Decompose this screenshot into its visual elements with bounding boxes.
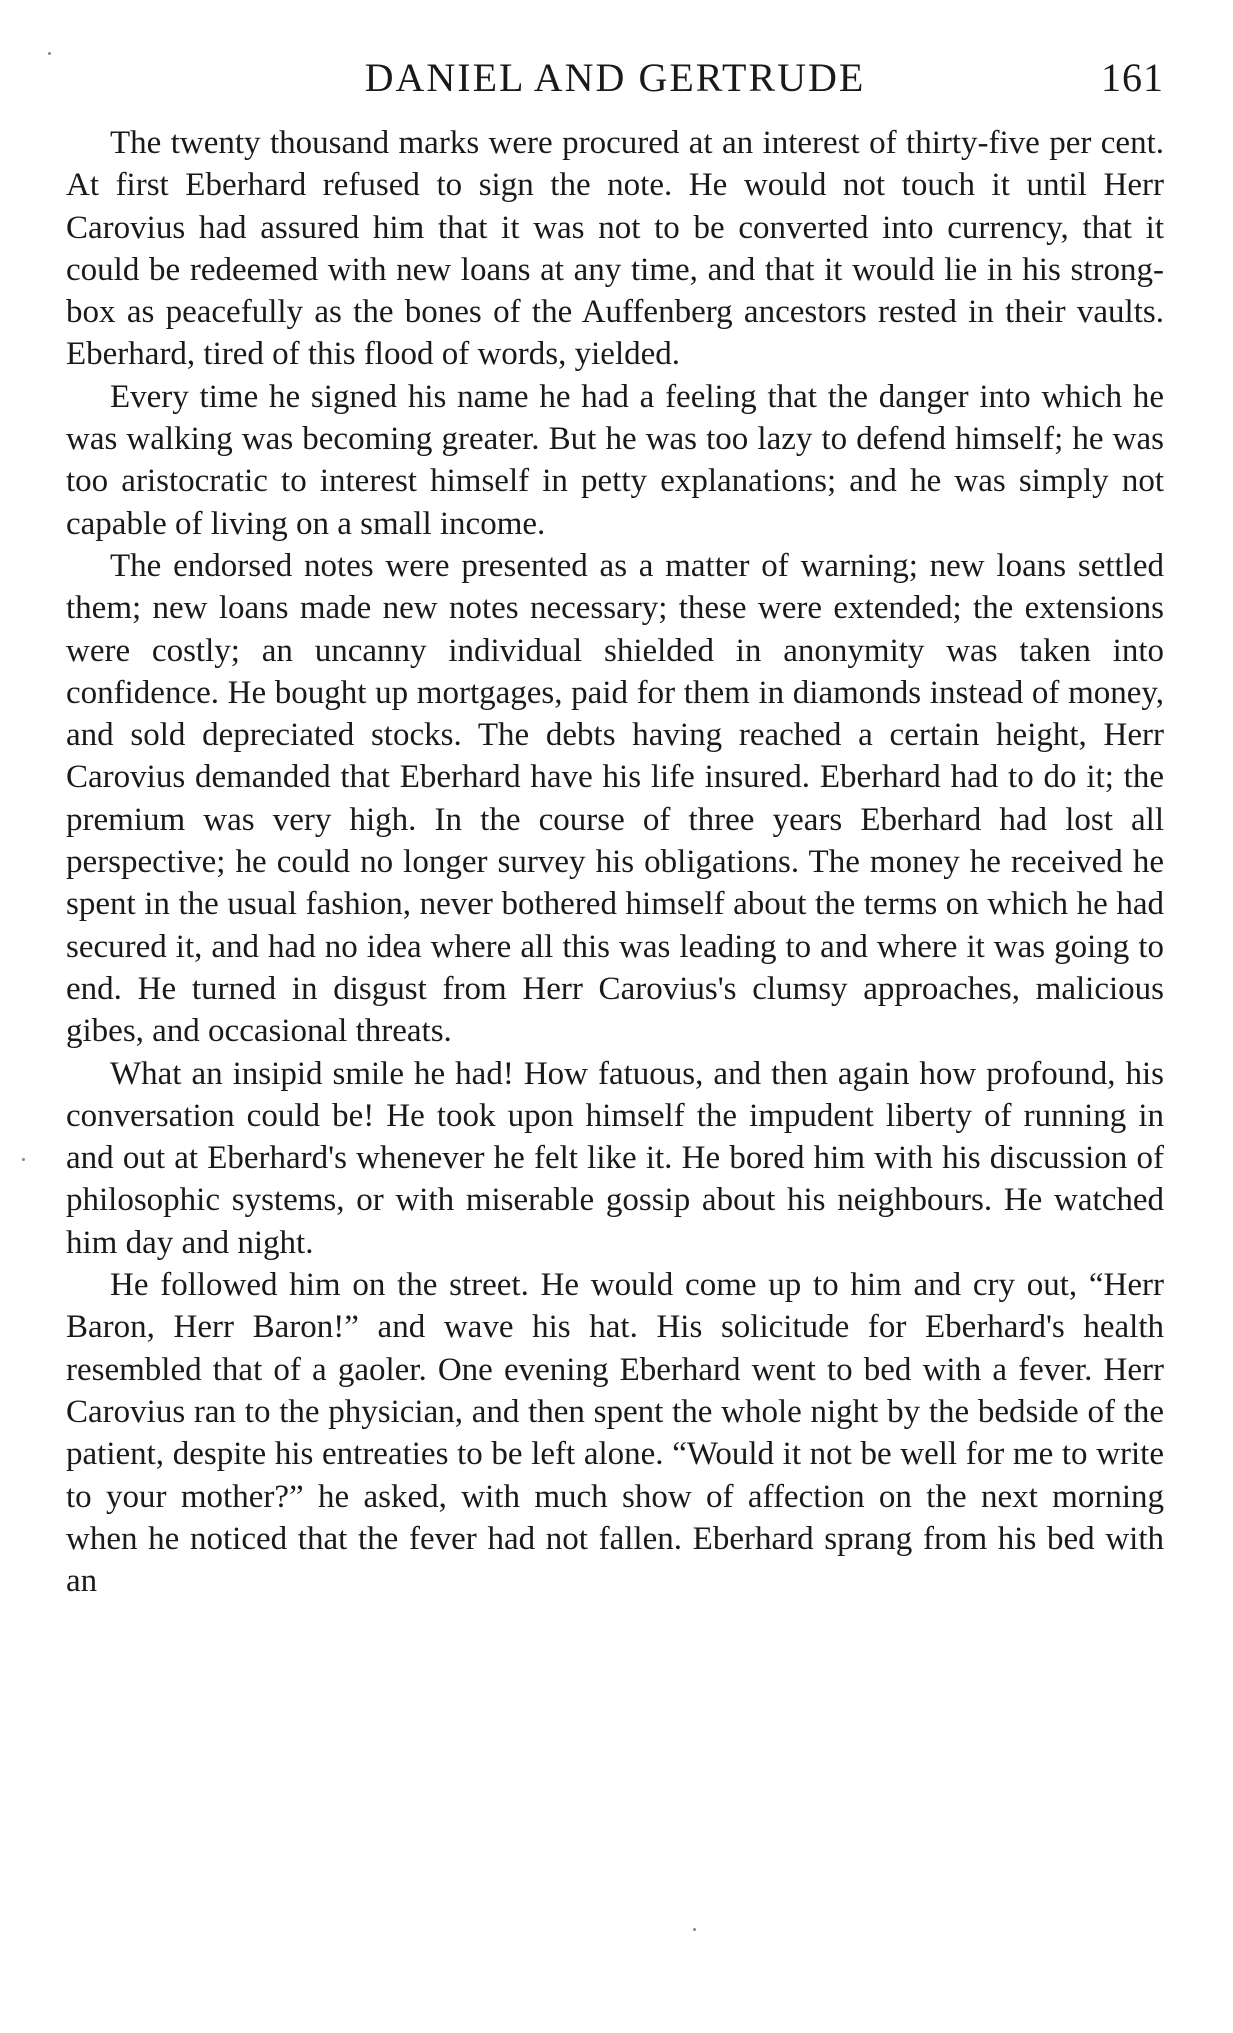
body-text [66, 122, 1164, 1602]
paper-speck [22, 1158, 25, 1161]
paragraph-5: He followed him on the street. He would come up to him and cry out, “Herr Baron, Herr Baron!” and wave his hat. His solicitude for Eberhard's health resembled that of a gaoler. One evening Eberhard went to bed with a fever. Herr Carovius ran to the physician, and then spent the whole night by the bedside of the patient, despite his entreaties to be left alone. “Would it not be well for me to write to your mother?” he asked, with much show of affection on the next morning when he noticed that the fever had not fallen. Eberhard sprang from his bed with an [66, 1267, 1164, 1600]
running-title: DANIEL AND GERTRUDE [364, 55, 866, 100]
paragraph-1: The twenty thousand marks were procured at an interest of thirty-five per cent. At first Eberhard refused to sign the note. He would not touch it until Herr Carovius had assured him that it was not to be converted into currency, that it could be redeemed with new loans at any time, and that it would lie in his strong-box as peacefully as the bones of the Auffenberg ancestors rested in their vaults. Eberhard, tired of this flood of words, yielded. [66, 125, 1164, 373]
paper-speck [693, 1928, 696, 1931]
paragraph-2: Every time he signed his name he had a feeling that the danger into which he was walking was becoming greater. But he was too lazy to defend himself; he was too aristocratic to interest himself in petty explanations; and he was simply not capable of living on a small income. [66, 378, 1164, 542]
paragraph-4: What an insipid smile he had! How fatuous, and then again how profound, his conversation could be! He took upon himself the impudent liberty of running in and out at Eberhard's whenever he felt like it. He bored him with his discussion of philosophic systems, or with miserable gossip about his neighbours. He watched him day and night. [66, 1055, 1164, 1261]
paper-speck [48, 52, 51, 55]
paragraph-3: The endorsed notes were presented as a matter of warning; new loans settled them; new loans made new notes necessary; these were extended; the extensions were costly; an uncanny individual shielded in anonymity was taken into confidence. He bought up mortgages, paid for them in diamonds instead of money, and sold depreciated stocks. The debts having reached a certain height, Herr Carovius demanded that Eberhard have his life insured. Eberhard had to do it; the premium was very high. In the course of three years Eberhard had lost all perspective; he could no longer survey his obligations. The money he received he spent in the usual fashion, never bothered himself about the terms on which he had secured it, and had no idea where all this was leading to and where it was going to end. He turned in disgust from Herr Carovius's clumsy approaches, malicious gibes, and occasional threats. [66, 547, 1164, 1050]
page-number: 161 [1101, 55, 1164, 100]
page-header [66, 50, 1164, 110]
book-page [66, 50, 1164, 1602]
